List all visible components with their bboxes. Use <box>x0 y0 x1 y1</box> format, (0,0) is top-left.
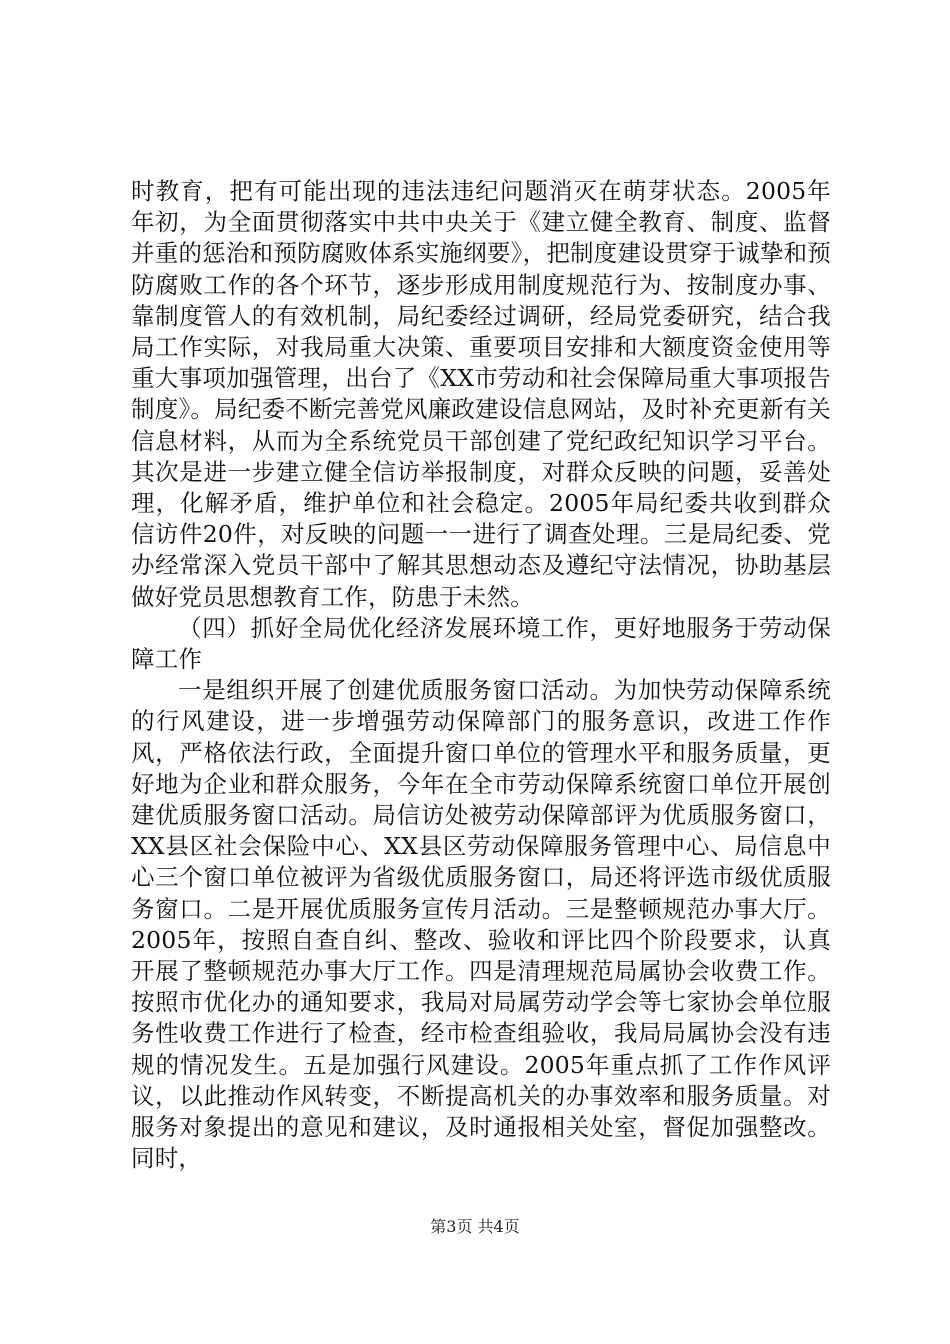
section-heading-4: （四）抓好全局优化经济发展环境工作，更好地服务于劳动保障工作 <box>131 613 831 674</box>
paragraph-2: 一是组织开展了创建优质服务窗口活动。为加快劳动保障系统的行风建设，进一步增强劳动保障部门的服务意识，改进工作作风，严格依法行政，全面提升窗口单位的管理水平和服务质量，更好地为企业和群众服务，今年在全市劳动保障系统窗口单位开展创建优质服务窗口活动。局信访处被劳动保障部评为优质服务窗口，XX县区社会保险中心、XX县区劳动保障服务管理中心、局信息中心三个窗口单位被评为省级优质服务窗口，局还将评选市级优质服务窗口。二是开展优质服务宣传月活动。三是整顿规范办事大厅。2005年，按照自查自纠、整改、验收和评比四个阶段要求，认真开展了整顿规范办事大厅工作。四是清理规范局属协会收费工作。按照市优化办的通知要求，我局对局属劳动学会等七家协会单位服务性收费工作进行了检查，经市检查组验收，我局局属协会没有违规的情况发生。五是加强行风建设。2005年重点抓了工作作风评议，以此推动作风转变，不断提高机关的办事效率和服务质量。对服务对象提出的意见和建议，及时通报相关处室，督促加强整改。同时， <box>131 676 831 1173</box>
paragraph-1: 时教育，把有可能出现的违法违纪问题消灭在萌芽状态。2005年年初，为全面贯彻落实中共中央关于《建立健全教育、制度、监督并重的惩治和预防腐败体系实施纲要》，把制度建设贯穿于诚挚和预防腐败工作的各个环节，逐步形成用制度规范行为、按制度办事、靠制度管人的有效机制，局纪委经过调研，经局党委研究，结合我局工作实际，对我局重大决策、重要项目安排和大额度资金使用等重大事项加强管理，出台了《XX市劳动和社会保障局重大事项报告制度》。局纪委不断完善党风廉政建设信息网站，及时补充更新有关信息材料，从而为全系统党员干部创建了党纪政纪知识学习平台。其次是进一步建立健全信访举报制度，对群众反映的问题，妥善处理，化解矛盾，维护单位和社会稳定。2005年局纪委共收到群众信访件20件，对反映的问题一一进行了调查处理。三是局纪委、党办经常深入党员干部中了解其思想动态及遵纪守法情况，协助基层做好党员思想教育工作，防患于未然。 <box>131 177 831 611</box>
document-body <box>131 176 831 1175</box>
page-footer: 第3页 共4页 <box>430 1217 520 1236</box>
